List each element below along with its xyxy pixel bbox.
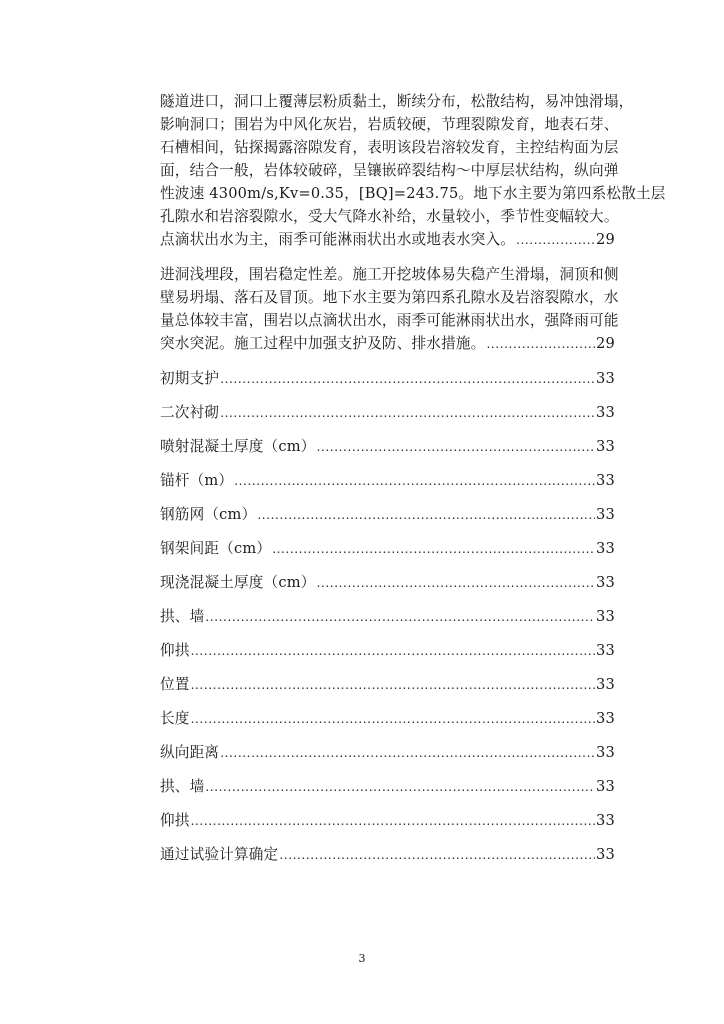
toc-page-number: 33	[596, 438, 615, 455]
toc-entry[interactable]	[160, 435, 615, 458]
toc-entry[interactable]	[160, 605, 615, 628]
toc-entry-title: 长度	[160, 710, 190, 727]
toc-page-number: 33	[596, 404, 615, 421]
toc-page-number: 33	[596, 812, 615, 829]
toc-entry[interactable]	[160, 571, 615, 594]
toc-entry[interactable]	[160, 367, 615, 390]
toc-entry-title: 拱、墙	[160, 778, 205, 795]
toc-page-number: 33	[596, 676, 615, 693]
toc-page-number: 33	[596, 846, 615, 863]
toc-entry-title: 通过试验计算确定	[160, 846, 279, 863]
toc-page-number: 33	[596, 642, 615, 659]
toc-entry[interactable]	[160, 775, 615, 798]
toc-entry[interactable]	[160, 707, 615, 730]
toc-entry-last-line	[160, 228, 615, 252]
toc-entry[interactable]	[160, 503, 615, 526]
toc-entry-line: 隧道进口，洞口上覆薄层粉质黏土，断续分布，松散结构，易冲蚀滑塌，	[160, 93, 634, 110]
toc-page-number: 33	[596, 778, 615, 795]
toc-entry[interactable]	[160, 843, 615, 866]
toc-leader-dots	[486, 333, 595, 356]
toc-leader-dots	[191, 640, 595, 663]
toc-leader-dots	[257, 504, 595, 527]
toc-page-number: 33	[596, 710, 615, 727]
toc-leader-dots	[191, 708, 595, 731]
toc-leader-dots	[516, 229, 595, 252]
toc-entry-title: 钢架间距（cm）	[160, 540, 272, 557]
toc-leader-dots	[220, 742, 595, 765]
toc-entry-tunnel-entrance[interactable]	[160, 90, 666, 252]
toc-entry-text: 突水突泥。施工过程中加强支护及防、排水措施。	[160, 335, 486, 352]
toc-entry-title: 仰拱	[160, 812, 190, 829]
toc-leader-dots	[234, 470, 595, 493]
toc-page-number: 29	[596, 335, 615, 352]
toc-page-number: 33	[596, 506, 615, 523]
toc-entry-title: 拱、墙	[160, 608, 205, 625]
toc-entry-title: 纵向距离	[160, 744, 220, 761]
toc-entry-line: 孔隙水和岩溶裂隙水，受大气降水补给，水量较小，季节性变幅较大。	[160, 208, 619, 225]
toc-entry-title: 初期支护	[160, 370, 220, 387]
toc-entry[interactable]	[160, 741, 615, 764]
toc-entry-line: 进洞浅埋段，围岩稳定性差。施工开挖坡体易失稳产生滑塌，洞顶和侧	[160, 266, 619, 283]
toc-leader-dots	[272, 538, 595, 561]
toc-leader-dots	[317, 572, 595, 595]
toc-leader-dots	[191, 810, 595, 833]
toc-entry-line: 壁易坍塌、落石及冒顶。地下水主要为第四系孔隙水及岩溶裂隙水，水	[160, 289, 619, 306]
toc-entry[interactable]	[160, 401, 615, 424]
page-number-footer: 3	[358, 952, 366, 965]
toc-page-number: 33	[596, 370, 615, 387]
toc-entry-title: 现浇混凝土厚度（cm）	[160, 574, 316, 591]
toc-entry-line: 面，结合一般，岩体较破碎，呈镶嵌碎裂结构～中厚层状结构，纵向弹	[160, 162, 619, 179]
toc-entry-title: 喷射混凝土厚度（cm）	[160, 438, 316, 455]
toc-entry[interactable]	[160, 809, 615, 832]
toc-leader-dots	[191, 674, 595, 697]
toc-page-number: 33	[596, 574, 615, 591]
toc-leader-dots	[317, 436, 595, 459]
toc-entry-title: 仰拱	[160, 642, 190, 659]
toc-entry-line: 石槽相间，钻探揭露溶隙发育，表明该段岩溶较发育，主控结构面为层	[160, 139, 619, 156]
toc-leader-dots	[205, 776, 595, 799]
toc-entry-title: 二次衬砌	[160, 404, 220, 421]
toc-entry[interactable]	[160, 537, 615, 560]
toc-entry[interactable]	[160, 469, 615, 492]
toc-leader-dots	[279, 844, 595, 867]
toc-entry-line: 量总体较丰富，围岩以点滴状出水，雨季可能淋雨状出水，强降雨可能	[160, 312, 619, 329]
toc-leader-dots	[205, 606, 595, 629]
toc-entry-title: 锚杆（m）	[160, 472, 234, 489]
toc-entry[interactable]	[160, 639, 615, 662]
toc-entry-title: 钢筋网（cm）	[160, 506, 257, 523]
table-of-contents	[160, 90, 666, 877]
toc-entry-shallow-section[interactable]	[160, 263, 619, 356]
toc-page-number: 33	[596, 472, 615, 489]
toc-leader-dots	[220, 402, 595, 425]
toc-entry-line: 性波速 4300m/s,Kv=0.35，[BQ]=243.75。地下水主要为第四系松散土层	[160, 185, 666, 202]
toc-entry-line: 影响洞口；围岩为中风化灰岩，岩质较硬，节理裂隙发育，地表石芽、	[160, 116, 619, 133]
toc-page-number: 33	[596, 608, 615, 625]
toc-leader-dots	[220, 368, 595, 391]
toc-page-number: 29	[596, 231, 615, 248]
toc-entry-title: 位置	[160, 676, 190, 693]
toc-page-number: 33	[596, 540, 615, 557]
toc-entry[interactable]	[160, 673, 615, 696]
toc-entry-last-line	[160, 332, 615, 356]
toc-page-number: 33	[596, 744, 615, 761]
toc-entry-text: 点滴状出水为主，雨季可能淋雨状出水或地表水突入。	[160, 231, 516, 248]
